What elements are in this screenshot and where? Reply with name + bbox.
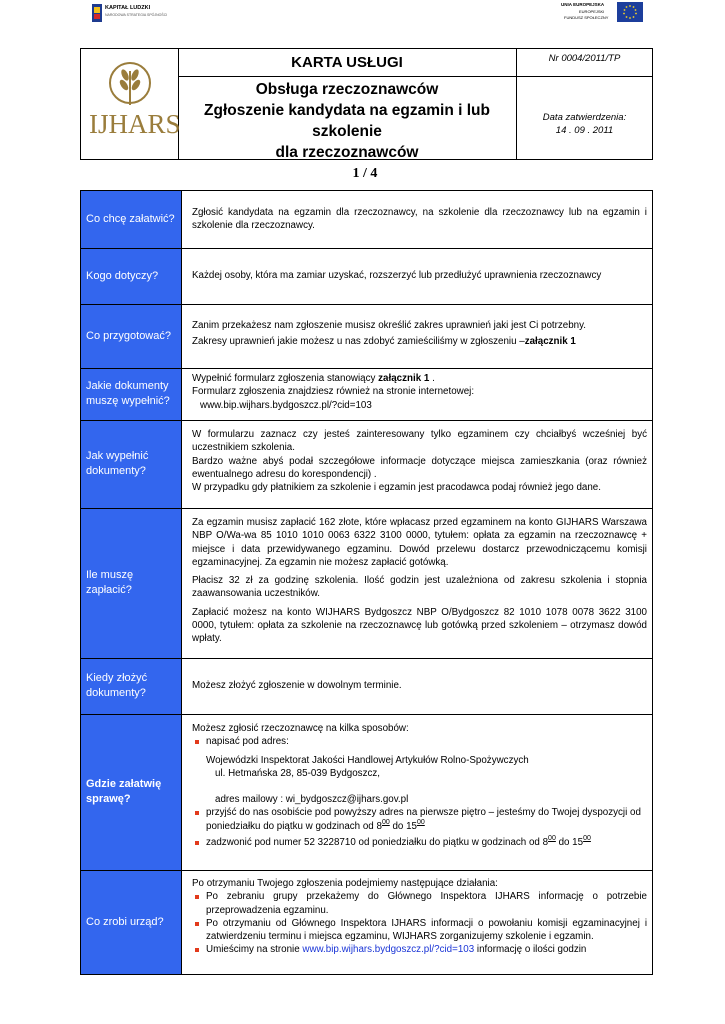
eu-logo-line2: EUROPEJSKI	[579, 9, 605, 14]
list-item-text: do 15	[389, 820, 417, 832]
row-office	[80, 870, 653, 975]
row-label: Co chcę załatwić?	[80, 190, 181, 248]
row-divider	[80, 420, 653, 421]
time-superscript: 00	[416, 818, 425, 826]
row-text: Za egzamin musisz zapłacić 162 złote, które wpłacasz przed egzaminem na konto GIJHARS Warszawa NBP O/Wa-wa 85 1010 1010 0063 6322 3100 0000, tytułem: opłata za egzamin na rzeczoznawcę + miejsce i data przewidywanego egzaminu. Dowód przelewu dostarcz przewodniczącemu komisji egzaminacyjnej. Za egzamin nie możesz zapłacić gotówką.	[192, 517, 647, 568]
row-when	[80, 658, 653, 714]
attachment-ref: załącznik 1	[524, 336, 576, 348]
title-cell	[178, 49, 517, 159]
list-item-text: Umieścimy na stronie	[206, 944, 303, 956]
row-label: Co zrobi urząd?	[80, 870, 181, 975]
address-line: ul. Hetmańska 28, 85-039 Bydgoszcz,	[215, 767, 381, 779]
row-text: Płacisz 32 zł za godzinę szkolenia. Ilość godzin jest uzależniona od zakresu szkolenia i stopnia zaawansowania uczestników.	[192, 575, 647, 600]
ijhars-logo-text: IJHARS	[89, 109, 181, 139]
row-text	[192, 335, 647, 348]
column-divider	[181, 190, 182, 975]
row-fill	[80, 420, 653, 508]
kapital-ludzki-logo	[92, 4, 168, 22]
service-title-line: Obsługa rzeczoznawców	[255, 81, 439, 98]
list-item-text: przyjść do nas osobiście pod powyższy adres na pierwsze piętro – jesteśmy do Twojej dyspozycji od poniedziałku do piątku w godzinach od 8	[206, 807, 641, 832]
row-text: Możesz złożyć zgłoszenie w dowolnym terminie.	[192, 680, 402, 691]
row-divider	[80, 368, 653, 369]
row-text	[192, 372, 647, 385]
approval-block	[517, 77, 652, 137]
row-where	[80, 714, 653, 870]
row-divider	[80, 658, 653, 659]
row-label: Jak wypełnić dokumenty?	[80, 420, 181, 508]
row-prepare	[80, 304, 653, 368]
list-item: Po zebraniu grupy przekażemy do Głównego Inspektora IJHARS informację o potrzebie przeprowadzenia egzaminu.	[192, 890, 647, 917]
row-text: Zanim przekażesz nam zgłoszenie musisz określić zakres uprawnień jaki jest Ci potrzebny.	[192, 320, 587, 331]
service-title	[178, 77, 516, 163]
row-text: Możesz zgłosić rzeczoznawcę na kilka sposobów:	[192, 723, 409, 734]
list-item	[192, 806, 647, 833]
time-superscript: 00	[381, 818, 390, 826]
list-item	[192, 836, 647, 849]
service-title-line: Zgłoszenie kandydata na egzamin i lub	[204, 102, 490, 119]
row-label	[80, 368, 181, 420]
bip-link[interactable]: www.bip.wijhars.bydgoszcz.pl/?cid=103	[302, 944, 475, 956]
list-item-text: do 15	[555, 837, 584, 849]
row-text: Zgłosić kandydata na egzamin dla rzeczoznawcy, na szkolenie dla rzeczoznawcy lub na egzamin i szkolenie dla rzeczoznawcy.	[192, 207, 647, 232]
row-text-part: Wypełnić formularz zgłoszenia stanowiący	[192, 373, 379, 384]
wheat-logo-icon	[107, 61, 153, 109]
service-title-line: dla rzeczoznawców	[275, 144, 419, 161]
left-logo-subtext: NARODOWA STRATEGIA SPÓJNOŚCI	[105, 13, 168, 17]
card-title: KARTA USŁUGI	[178, 49, 516, 77]
bip-url: www.bip.wijhars.bydgoszcz.pl/?cid=103	[200, 399, 372, 411]
row-divider	[80, 870, 653, 871]
eu-flag-icon	[617, 2, 643, 22]
address-line: Wojewódzki Inspektorat Jakości Handlowej Artykułów Rolno-Spożywczych	[206, 754, 529, 766]
email-address: adres mailowy : wi_bydgoszcz@ijhars.gov.pl	[215, 794, 409, 806]
row-label: Kogo dotyczy?	[80, 248, 181, 304]
list-item: napisać pod adres:	[192, 735, 647, 748]
row-text: Po otrzymaniu Twojego zgłoszenia podejmiemy następujące działania:	[192, 878, 498, 889]
row-text: W przypadku gdy płatnikiem za szkolenie i egzamin jest pracodawca podaj również jego dane.	[192, 482, 601, 494]
list-item: Po otrzymaniu od Głównego Inspektora IJHARS informacji o powołaniu komisji egzaminacyjnej i zatwierdzeniu terminu i miejsca egzaminu, WIJHARS zorganizujemy szkolenie i egzamin.	[192, 917, 647, 944]
header-table	[80, 48, 653, 160]
time-superscript: 00	[548, 835, 556, 843]
approval-date: 14 . 09 . 2011	[555, 125, 614, 136]
list-item-text: zadzwonić pod numer 52 3228710 od poniedziałku do piątku w godzinach od 8	[206, 837, 549, 849]
row-who	[80, 248, 653, 304]
row-label-text: Jakie dokumenty muszę wypełnić?	[86, 380, 170, 407]
row-text: Formularz zgłoszenia znajdziesz również na stronie internetowej:	[192, 386, 475, 398]
row-text: W formularzu zaznacz czy jesteś zainteresowany tylko egzaminem czy chciałbyś wcześniej być uczestnikiem szkolenia.	[192, 429, 647, 454]
row-label: Co przygotować?	[80, 304, 181, 368]
row-divider	[80, 248, 653, 249]
attachment-ref: załącznik 1	[378, 373, 430, 384]
document-number: Nr 0004/2011/TP	[517, 49, 652, 77]
row-text: Bardzo ważne abyś podał szczegółowe informacje dotyczące miejsca zamieszkania (oraz również ewentualnego adresu do korespondencji) .	[192, 455, 647, 480]
row-text-part: .	[429, 373, 435, 384]
row-pay	[80, 508, 653, 658]
meta-cell	[517, 49, 652, 159]
approval-label: Data zatwierdzenia:	[542, 112, 627, 123]
row-label: Ile muszę zapłacić?	[80, 508, 181, 658]
ijhars-logo-cell	[81, 49, 179, 159]
row-what	[80, 190, 653, 248]
eu-logo-line1: UNIA EUROPEJSKA	[561, 2, 605, 7]
row-text-part: Zakresy uprawnień jakie możesz u nas zdobyć zamieściliśmy w zgłoszeniu –	[192, 336, 525, 348]
row-text: Każdej osoby, która ma zamiar uzyskać, rozszerzyć lub przedłużyć uprawnienia rzeczoznawcy	[192, 270, 602, 281]
left-logo-text: KAPITAŁ LUDZKI	[105, 5, 151, 11]
row-text: Zapłacić możesz na konto WIJHARS Bydgoszcz NBP O/Bydgoszcz 82 1010 1078 0078 3622 3100 0000, tytułem: opłata za szkolenie na rzeczoznawcę lub gotówką przed szkoleniem – otrzymasz dowód wpłaty.	[192, 606, 647, 645]
page-number: 1 / 4	[352, 166, 378, 181]
row-divider	[80, 304, 653, 305]
eu-logo	[561, 2, 643, 24]
list-item	[192, 943, 647, 956]
time-superscript: 00	[583, 835, 591, 843]
list-item-text: informację o ilości godzin	[474, 944, 587, 956]
row-documents	[80, 368, 653, 420]
row-label: Gdzie załatwię sprawę?	[80, 714, 181, 870]
row-divider	[80, 714, 653, 715]
row-label: Kiedy złożyć dokumenty?	[80, 658, 181, 714]
service-title-line: szkolenie	[312, 123, 382, 140]
eu-logo-line3: FUNDUSZ SPOŁECZNY	[564, 15, 609, 20]
row-divider	[80, 508, 653, 509]
